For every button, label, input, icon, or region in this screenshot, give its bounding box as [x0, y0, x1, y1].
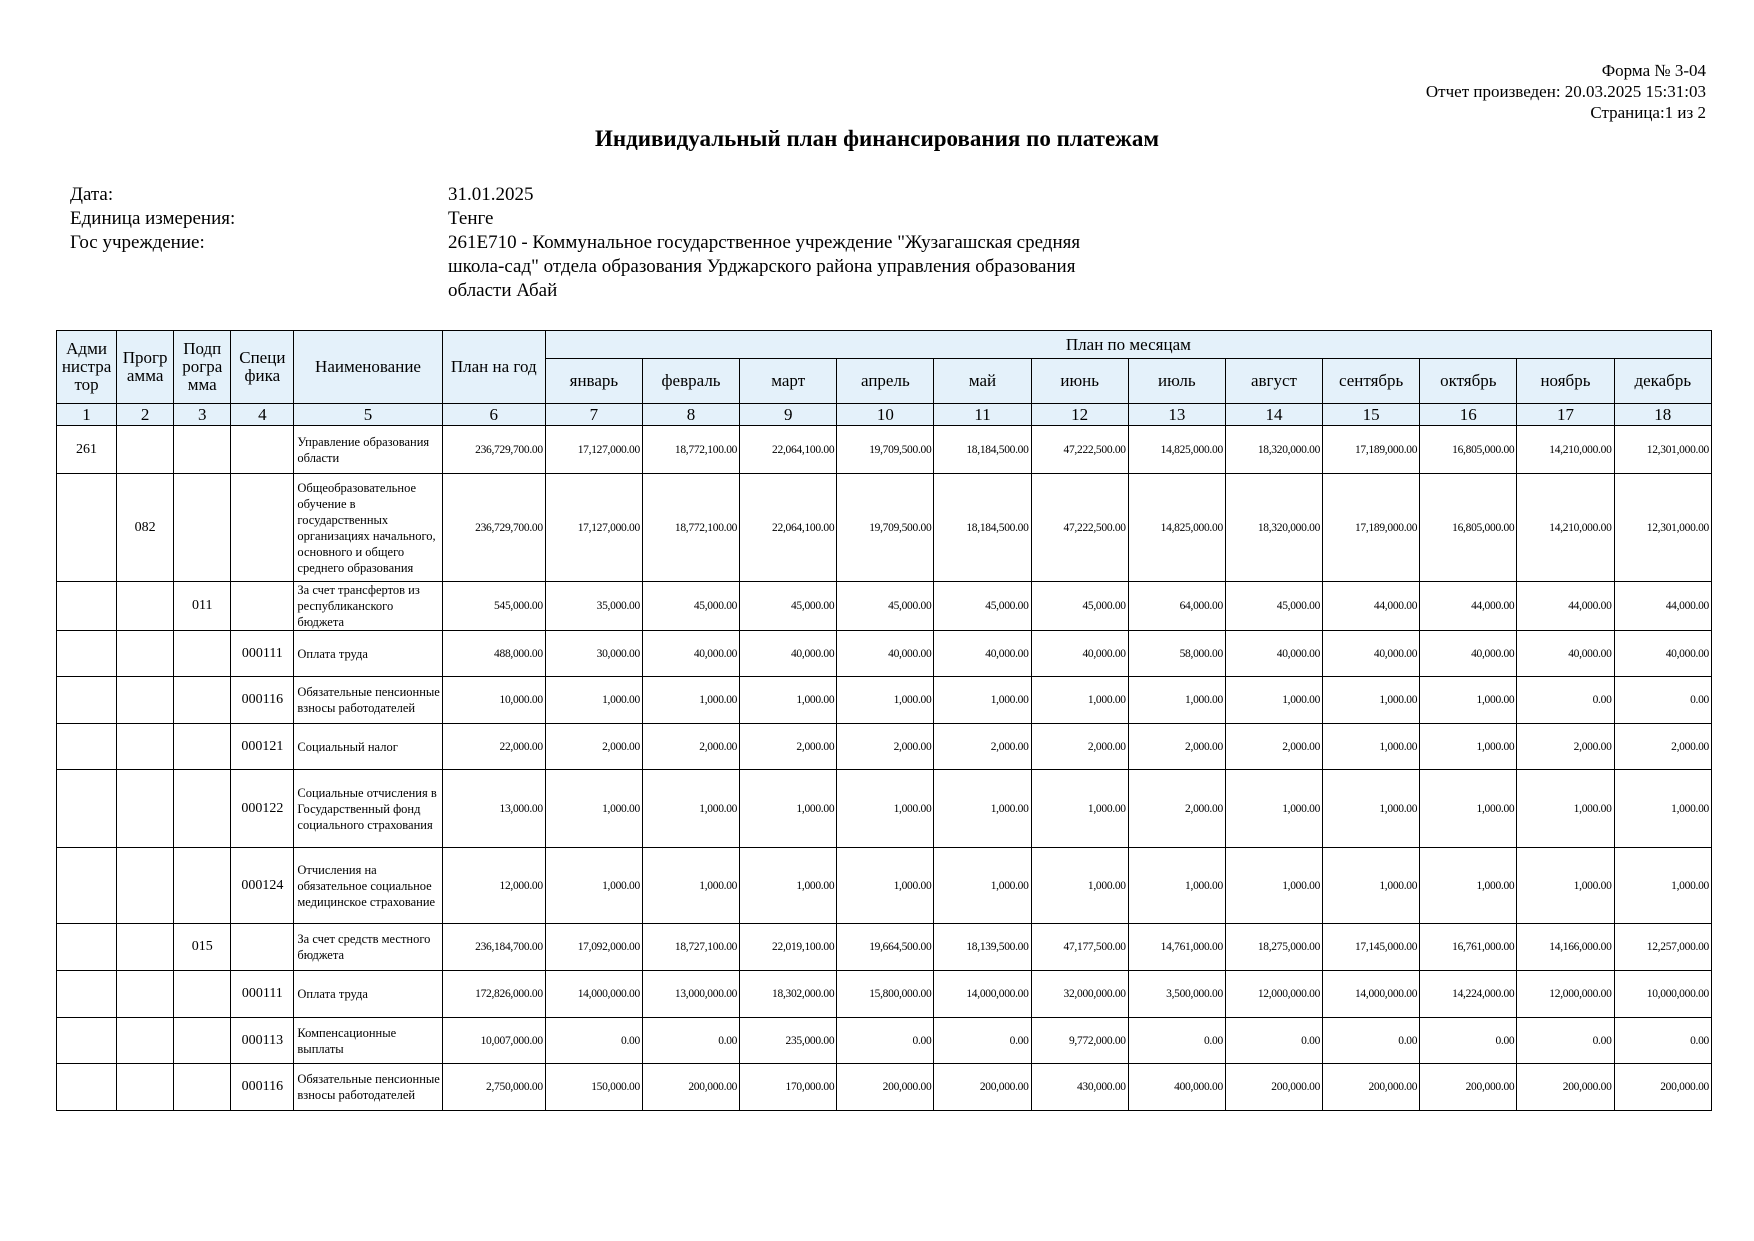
cell-month-value: 1,000.00 [1420, 677, 1517, 724]
cell-month-value: 1,000.00 [740, 770, 837, 848]
cell-month-value: 0.00 [1420, 1018, 1517, 1064]
cell-name: Оплата труда [294, 631, 442, 677]
cell-plan-year: 236,729,700.00 [442, 474, 545, 582]
header-column-number: 17 [1517, 404, 1614, 426]
cell-plan-year: 10,007,000.00 [442, 1018, 545, 1064]
cell-month-value: 45,000.00 [740, 582, 837, 631]
cell-month-value: 44,000.00 [1517, 582, 1614, 631]
report-meta [1426, 60, 1706, 123]
cell-month-value: 1,000.00 [545, 677, 642, 724]
header-column-number: 6 [442, 404, 545, 426]
cell-month-value: 40,000.00 [1517, 631, 1614, 677]
header-column-number: 13 [1128, 404, 1225, 426]
header-column-number: 14 [1225, 404, 1322, 426]
cell-subprogram [174, 971, 231, 1018]
cell-admin [57, 770, 117, 848]
cell-month-value: 0.00 [837, 1018, 934, 1064]
cell-month-value: 2,000.00 [1128, 724, 1225, 770]
cell-month-value: 16,805,000.00 [1420, 474, 1517, 582]
report-title: Индивидуальный план финансирования по платежам [594, 126, 1160, 151]
cell-month-value: 19,709,500.00 [837, 474, 934, 582]
cell-month-value: 17,127,000.00 [545, 474, 642, 582]
cell-program [117, 677, 174, 724]
cell-month-value: 17,092,000.00 [545, 924, 642, 971]
cell-plan-year: 10,000.00 [442, 677, 545, 724]
cell-specific [231, 582, 294, 631]
cell-month-value: 0.00 [642, 1018, 739, 1064]
cell-month-value: 18,302,000.00 [740, 971, 837, 1018]
cell-month-value: 45,000.00 [837, 582, 934, 631]
cell-month-value: 40,000.00 [1225, 631, 1322, 677]
cell-month-value: 14,000,000.00 [1323, 971, 1420, 1018]
cell-month-value: 30,000.00 [545, 631, 642, 677]
table-row [57, 631, 1712, 677]
cell-month-value: 18,320,000.00 [1225, 426, 1322, 474]
cell-program [117, 426, 174, 474]
cell-month-value: 0.00 [1323, 1018, 1420, 1064]
cell-month-value: 47,177,500.00 [1031, 924, 1128, 971]
table-row [57, 1064, 1712, 1111]
unit-value: Тенге [448, 208, 494, 229]
cell-month-value: 40,000.00 [1420, 631, 1517, 677]
cell-month-value: 1,000.00 [1323, 770, 1420, 848]
header-column-number: 1 [57, 404, 117, 426]
table-row [57, 474, 1712, 582]
cell-name: Социальный налог [294, 724, 442, 770]
cell-month-value: 0.00 [545, 1018, 642, 1064]
cell-month-value: 58,000.00 [1128, 631, 1225, 677]
cell-month-value: 1,000.00 [1323, 848, 1420, 924]
table-row [57, 426, 1712, 474]
cell-month-value: 64,000.00 [1128, 582, 1225, 631]
report-timestamp: Отчет произведен: 20.03.2025 15:31:03 [1425, 82, 1706, 101]
cell-month-value: 1,000.00 [1517, 848, 1614, 924]
cell-month-value: 40,000.00 [740, 631, 837, 677]
cell-plan-year: 488,000.00 [442, 631, 545, 677]
cell-plan-year: 545,000.00 [442, 582, 545, 631]
cell-month-value: 40,000.00 [934, 631, 1031, 677]
cell-month-value: 1,000.00 [545, 848, 642, 924]
cell-month-value: 2,000.00 [642, 724, 739, 770]
cell-month-value: 40,000.00 [1323, 631, 1420, 677]
cell-month-value: 0.00 [1517, 1018, 1614, 1064]
header-column-number: 18 [1614, 404, 1711, 426]
cell-month-value: 1,000.00 [740, 848, 837, 924]
cell-specific [231, 426, 294, 474]
cell-month-value: 47,222,500.00 [1031, 474, 1128, 582]
cell-month-value: 1,000.00 [1225, 677, 1322, 724]
cell-month-value: 200,000.00 [1420, 1064, 1517, 1111]
cell-month-value: 0.00 [934, 1018, 1031, 1064]
cell-month-value: 400,000.00 [1128, 1064, 1225, 1111]
cell-program [117, 924, 174, 971]
cell-month-value: 12,000,000.00 [1225, 971, 1322, 1018]
info-row-date [70, 183, 1168, 207]
info-row-org [70, 231, 1168, 303]
cell-month-value: 40,000.00 [1031, 631, 1128, 677]
cell-month-value: 1,000.00 [545, 770, 642, 848]
header-column-number: 15 [1323, 404, 1420, 426]
table-row [57, 848, 1712, 924]
cell-admin [57, 631, 117, 677]
cell-admin [57, 971, 117, 1018]
header-column-number: 16 [1420, 404, 1517, 426]
cell-subprogram [174, 1018, 231, 1064]
cell-month-value: 16,805,000.00 [1420, 426, 1517, 474]
cell-admin [57, 848, 117, 924]
cell-admin [57, 474, 117, 582]
date-value: 31.01.2025 [448, 184, 534, 205]
header-plan-months: План по месяцам [545, 331, 1711, 359]
header-month: апрель [837, 359, 934, 404]
cell-program [117, 1064, 174, 1111]
cell-month-value: 1,000.00 [1031, 677, 1128, 724]
cell-month-value: 18,772,100.00 [642, 474, 739, 582]
table-row [57, 677, 1712, 724]
cell-month-value: 2,000.00 [934, 724, 1031, 770]
cell-admin: 261 [57, 426, 117, 474]
cell-month-value: 40,000.00 [1614, 631, 1711, 677]
cell-admin [57, 724, 117, 770]
cell-program [117, 631, 174, 677]
cell-month-value: 18,772,100.00 [642, 426, 739, 474]
cell-plan-year: 12,000.00 [442, 848, 545, 924]
cell-month-value: 200,000.00 [934, 1064, 1031, 1111]
cell-admin [57, 924, 117, 971]
cell-plan-year: 2,750,000.00 [442, 1064, 545, 1111]
cell-month-value: 9,772,000.00 [1031, 1018, 1128, 1064]
cell-month-value: 150,000.00 [545, 1064, 642, 1111]
header-column-number: 9 [740, 404, 837, 426]
cell-plan-year: 22,000.00 [442, 724, 545, 770]
report-info [70, 183, 1168, 303]
cell-program [117, 1018, 174, 1064]
cell-month-value: 1,000.00 [837, 677, 934, 724]
cell-month-value: 1,000.00 [1031, 848, 1128, 924]
cell-month-value: 17,189,000.00 [1323, 474, 1420, 582]
cell-month-value: 2,000.00 [1128, 770, 1225, 848]
cell-month-value: 235,000.00 [740, 1018, 837, 1064]
cell-month-value: 14,000,000.00 [545, 971, 642, 1018]
cell-month-value: 17,145,000.00 [1323, 924, 1420, 971]
cell-specific [231, 924, 294, 971]
cell-month-value: 19,664,500.00 [837, 924, 934, 971]
cell-month-value: 1,000.00 [1420, 770, 1517, 848]
cell-name: Обязательные пенсионные взносы работодателей [294, 1064, 442, 1111]
cell-month-value: 14,000,000.00 [934, 971, 1031, 1018]
cell-month-value: 14,224,000.00 [1420, 971, 1517, 1018]
org-value-line: школа-сад" отдела образования Урджарского района управления образования [448, 256, 1076, 277]
cell-month-value: 1,000.00 [1323, 677, 1420, 724]
cell-subprogram [174, 724, 231, 770]
cell-name: Оплата труда [294, 971, 442, 1018]
cell-month-value: 0.00 [1225, 1018, 1322, 1064]
cell-month-value: 14,210,000.00 [1517, 474, 1614, 582]
cell-month-value: 14,210,000.00 [1517, 426, 1614, 474]
cell-month-value: 2,000.00 [1614, 724, 1711, 770]
header-column-number: 8 [642, 404, 739, 426]
cell-name: Обязательные пенсионные взносы работодателей [294, 677, 442, 724]
header-month: февраль [642, 359, 739, 404]
cell-month-value: 18,139,500.00 [934, 924, 1031, 971]
cell-month-value: 47,222,500.00 [1031, 426, 1128, 474]
cell-month-value: 40,000.00 [642, 631, 739, 677]
cell-subprogram [174, 426, 231, 474]
cell-plan-year: 172,826,000.00 [442, 971, 545, 1018]
cell-subprogram [174, 474, 231, 582]
cell-month-value: 14,825,000.00 [1128, 426, 1225, 474]
form-number: Форма № 3-04 [1601, 61, 1706, 80]
cell-subprogram [174, 631, 231, 677]
cell-plan-year: 236,729,700.00 [442, 426, 545, 474]
cell-month-value: 2,000.00 [740, 724, 837, 770]
header-subprogram: Подп рогра мма [174, 331, 231, 404]
cell-month-value: 2,000.00 [1031, 724, 1128, 770]
cell-specific: 000111 [231, 971, 294, 1018]
cell-month-value: 430,000.00 [1031, 1064, 1128, 1111]
cell-specific: 000111 [231, 631, 294, 677]
cell-month-value: 22,064,100.00 [740, 474, 837, 582]
header-column-number: 2 [117, 404, 174, 426]
table-row [57, 1018, 1712, 1064]
cell-month-value: 1,000.00 [1517, 770, 1614, 848]
cell-month-value: 45,000.00 [1031, 582, 1128, 631]
cell-month-value: 32,000,000.00 [1031, 971, 1128, 1018]
org-label: Гос учреждение: [70, 232, 205, 253]
cell-month-value: 1,000.00 [1323, 724, 1420, 770]
header-month: июнь [1031, 359, 1128, 404]
cell-subprogram: 011 [174, 582, 231, 631]
cell-name: Отчисления на обязательное социальное медицинское страхование [294, 848, 442, 924]
header-specific: Специ фика [231, 331, 294, 404]
cell-specific: 000124 [231, 848, 294, 924]
cell-month-value: 18,727,100.00 [642, 924, 739, 971]
cell-admin [57, 1064, 117, 1111]
header-program: Прогр амма [117, 331, 174, 404]
cell-name: Компенсационные выплаты [294, 1018, 442, 1064]
cell-month-value: 14,761,000.00 [1128, 924, 1225, 971]
cell-specific: 000113 [231, 1018, 294, 1064]
cell-month-value: 200,000.00 [1225, 1064, 1322, 1111]
cell-month-value: 1,000.00 [1225, 848, 1322, 924]
cell-month-value: 17,189,000.00 [1323, 426, 1420, 474]
cell-month-value: 12,301,000.00 [1614, 474, 1711, 582]
cell-month-value: 14,825,000.00 [1128, 474, 1225, 582]
header-month: ноябрь [1517, 359, 1614, 404]
header-column-number: 10 [837, 404, 934, 426]
cell-month-value: 2,000.00 [1517, 724, 1614, 770]
cell-month-value: 2,000.00 [545, 724, 642, 770]
cell-month-value: 0.00 [1614, 1018, 1711, 1064]
cell-month-value: 1,000.00 [1614, 848, 1711, 924]
cell-month-value: 35,000.00 [545, 582, 642, 631]
cell-month-value: 16,761,000.00 [1420, 924, 1517, 971]
cell-month-value: 0.00 [1614, 677, 1711, 724]
cell-subprogram [174, 848, 231, 924]
cell-month-value: 1,000.00 [740, 677, 837, 724]
page-indicator: Страница:1 из 2 [1590, 103, 1706, 122]
cell-month-value: 1,000.00 [1420, 724, 1517, 770]
header-month: май [934, 359, 1031, 404]
cell-specific: 000121 [231, 724, 294, 770]
header-month: октябрь [1420, 359, 1517, 404]
cell-month-value: 18,184,500.00 [934, 426, 1031, 474]
org-value-line: области Абай [448, 280, 558, 301]
cell-month-value: 1,000.00 [1128, 848, 1225, 924]
header-column-number: 11 [934, 404, 1031, 426]
cell-month-value: 170,000.00 [740, 1064, 837, 1111]
cell-specific: 000122 [231, 770, 294, 848]
cell-month-value: 45,000.00 [1225, 582, 1322, 631]
header-column-number: 3 [174, 404, 231, 426]
financing-plan-table [56, 330, 1712, 1111]
cell-program [117, 582, 174, 631]
cell-month-value: 22,019,100.00 [740, 924, 837, 971]
cell-month-value: 2,000.00 [837, 724, 934, 770]
table-row [57, 924, 1712, 971]
cell-month-value: 17,127,000.00 [545, 426, 642, 474]
cell-specific [231, 474, 294, 582]
cell-admin [57, 582, 117, 631]
cell-month-value: 1,000.00 [1225, 770, 1322, 848]
table-row [57, 724, 1712, 770]
cell-subprogram: 015 [174, 924, 231, 971]
table-row [57, 770, 1712, 848]
unit-label: Единица измерения: [70, 208, 236, 229]
cell-month-value: 1,000.00 [1420, 848, 1517, 924]
cell-month-value: 18,275,000.00 [1225, 924, 1322, 971]
cell-subprogram [174, 677, 231, 724]
org-value-line: 261E710 - Коммунальное государственное учреждение "Жузагашская средняя [448, 232, 1081, 253]
cell-program [117, 770, 174, 848]
cell-month-value: 40,000.00 [837, 631, 934, 677]
cell-month-value: 14,166,000.00 [1517, 924, 1614, 971]
cell-month-value: 1,000.00 [642, 770, 739, 848]
cell-month-value: 1,000.00 [837, 848, 934, 924]
cell-month-value: 45,000.00 [642, 582, 739, 631]
cell-month-value: 1,000.00 [642, 677, 739, 724]
cell-month-value: 18,320,000.00 [1225, 474, 1322, 582]
cell-month-value: 200,000.00 [1323, 1064, 1420, 1111]
cell-month-value: 10,000,000.00 [1614, 971, 1711, 1018]
cell-month-value: 12,257,000.00 [1614, 924, 1711, 971]
cell-month-value: 1,000.00 [934, 848, 1031, 924]
cell-month-value: 200,000.00 [1614, 1064, 1711, 1111]
cell-month-value: 1,000.00 [1031, 770, 1128, 848]
cell-month-value: 44,000.00 [1323, 582, 1420, 631]
cell-plan-year: 13,000.00 [442, 770, 545, 848]
cell-month-value: 0.00 [1517, 677, 1614, 724]
cell-name: За счет трансфертов из республиканского бюджета [294, 582, 442, 631]
cell-admin [57, 677, 117, 724]
cell-month-value: 45,000.00 [934, 582, 1031, 631]
header-month: сентябрь [1323, 359, 1420, 404]
cell-subprogram [174, 770, 231, 848]
cell-specific: 000116 [231, 677, 294, 724]
header-column-number: 12 [1031, 404, 1128, 426]
cell-month-value: 44,000.00 [1420, 582, 1517, 631]
cell-month-value: 13,000,000.00 [642, 971, 739, 1018]
cell-name: Управление образования области [294, 426, 442, 474]
header-column-number: 7 [545, 404, 642, 426]
cell-subprogram [174, 1064, 231, 1111]
cell-month-value: 12,301,000.00 [1614, 426, 1711, 474]
cell-month-value: 1,000.00 [934, 770, 1031, 848]
cell-specific: 000116 [231, 1064, 294, 1111]
cell-month-value: 1,000.00 [1614, 770, 1711, 848]
org-value [448, 231, 1168, 303]
header-month: декабрь [1614, 359, 1711, 404]
header-column-number: 5 [294, 404, 442, 426]
header-month: март [740, 359, 837, 404]
cell-month-value: 3,500,000.00 [1128, 971, 1225, 1018]
header-name: Наименование [294, 331, 442, 404]
cell-month-value: 18,184,500.00 [934, 474, 1031, 582]
cell-month-value: 44,000.00 [1614, 582, 1711, 631]
cell-name: Общеобразовательное обучение в государственных организациях начального, основного и общего среднего образования [294, 474, 442, 582]
cell-name: Социальные отчисления в Государственный фонд социального страхования [294, 770, 442, 848]
header-admin: Адми нистра тор [57, 331, 117, 404]
cell-month-value: 2,000.00 [1225, 724, 1322, 770]
cell-name: За счет средств местного бюджета [294, 924, 442, 971]
date-label: Дата: [70, 184, 114, 205]
cell-program [117, 848, 174, 924]
cell-month-value: 1,000.00 [837, 770, 934, 848]
cell-month-value: 12,000,000.00 [1517, 971, 1614, 1018]
cell-month-value: 1,000.00 [642, 848, 739, 924]
cell-month-value: 22,064,100.00 [740, 426, 837, 474]
cell-plan-year: 236,184,700.00 [442, 924, 545, 971]
header-month: июль [1128, 359, 1225, 404]
header-month: август [1225, 359, 1322, 404]
header-month: январь [545, 359, 642, 404]
cell-month-value: 200,000.00 [1517, 1064, 1614, 1111]
table-row [57, 582, 1712, 631]
cell-month-value: 1,000.00 [1128, 677, 1225, 724]
cell-month-value: 0.00 [1128, 1018, 1225, 1064]
cell-month-value: 200,000.00 [642, 1064, 739, 1111]
cell-month-value: 1,000.00 [934, 677, 1031, 724]
cell-month-value: 15,800,000.00 [837, 971, 934, 1018]
header-plan-year: План на год [442, 331, 545, 404]
cell-program [117, 724, 174, 770]
cell-program: 082 [117, 474, 174, 582]
cell-month-value: 19,709,500.00 [837, 426, 934, 474]
cell-month-value: 200,000.00 [837, 1064, 934, 1111]
header-column-number: 4 [231, 404, 294, 426]
cell-program [117, 971, 174, 1018]
table-row [57, 971, 1712, 1018]
cell-admin [57, 1018, 117, 1064]
info-row-unit [70, 207, 1168, 231]
